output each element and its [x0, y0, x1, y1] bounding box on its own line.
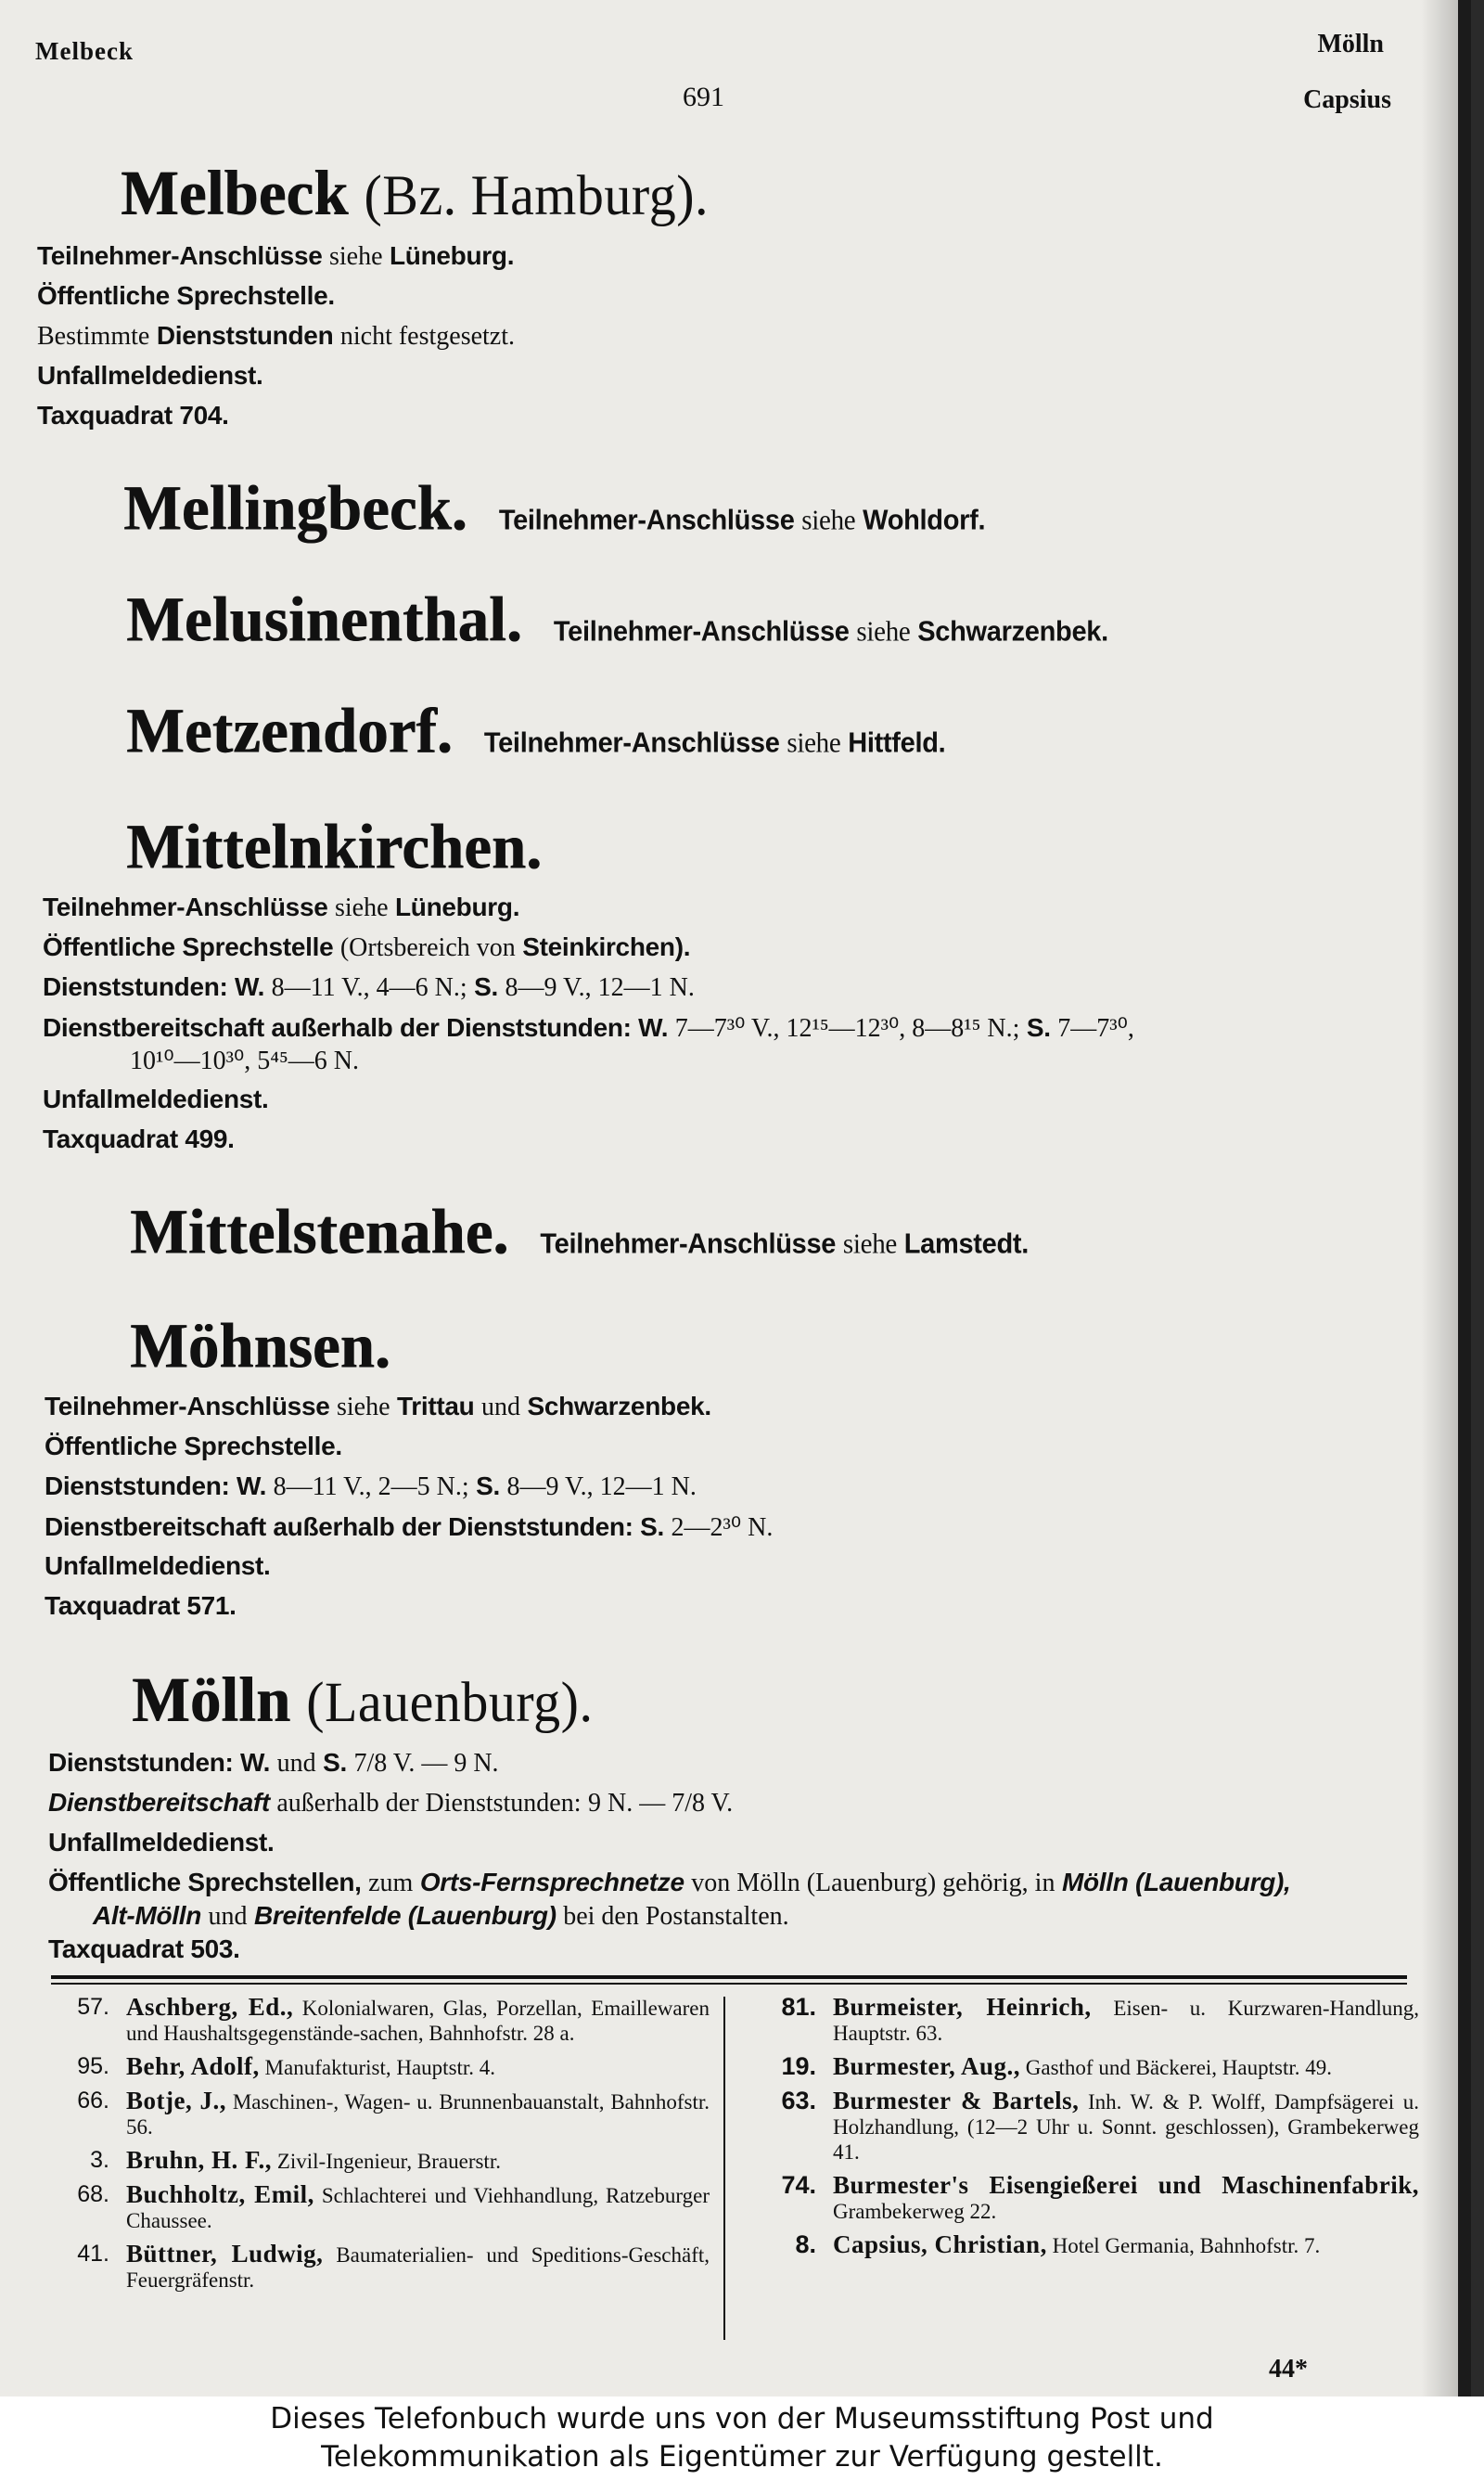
list-item: 41. Büttner, Ludwig, Baumaterialien- und Speditions-Geschäft, Feuergräfenstr. [77, 2240, 710, 2292]
list-item: 3. Bruhn, H. F., Zivil-Ingenieur, Brauerstr. [90, 2146, 501, 2174]
archive-notice-line-1: Dieses Telefonbuch wurde uns von der Museumsstiftung Post und [270, 2402, 1214, 2435]
running-head-right-top: Mölln [1317, 30, 1384, 58]
public-station-line: Öffentliche Sprechstelle. [45, 1432, 342, 1460]
entry-melusinenthal: Melusinenthal. Teilnehmer-Anschlüsse siehe Schwarzenbek. [126, 584, 1108, 656]
entry-mellingbeck: Mellingbeck. Teilnehmer-Anschlüsse siehe Wohldorf. [123, 472, 986, 545]
accident-service-line: Unfallmeldedienst. [43, 1085, 269, 1113]
list-item: 95. Behr, Adolf, Manufakturist, Hauptstr. 4. [77, 2052, 496, 2080]
public-station-line: Öffentliche Sprechstelle. [37, 281, 335, 310]
double-rule-top [51, 1975, 1407, 1979]
standby-line: Dienstbereitschaft außerhalb der Dienststunden: S. 2—2³⁰ N. [45, 1512, 774, 1542]
running-head-right-bottom: Capsius [1303, 85, 1391, 114]
running-head-left: Melbeck [35, 37, 134, 65]
entry-moelln-title: Mölln (Lauenburg). [132, 1664, 594, 1736]
subscriber-line: Teilnehmer-Anschlüsse siehe Lüneburg. [43, 893, 520, 922]
service-hours-line: Bestimmte Dienststunden nicht festgesetzt. [37, 321, 516, 351]
accident-service-line: Unfallmeldedienst. [45, 1551, 271, 1580]
archive-notice-line-2: Telekommunikation als Eigentümer zur Verfügung gestellt. [321, 2440, 1163, 2474]
list-item: 57. Aschberg, Ed., Kolonialwaren, Glas, Porzellan, Emaillewaren und Haushaltsgegenstände-sachen, Bahnhofstr. 28 a. [77, 1993, 710, 2045]
archive-notice [0, 2396, 1484, 2480]
public-stations-line-continued: Alt-Mölln und Breitenfelde (Lauenburg) bei den Postanstalten. [93, 1901, 789, 1931]
entry-mittelnkirchen-title: Mittelnkirchen. [126, 811, 543, 883]
service-hours-line: Dienststunden: W. 8—11 V., 4—6 N.; S. 8—9 V., 12—1 N. [43, 972, 695, 1002]
list-item: 66. Botje, J., Maschinen-, Wagen- u. Brunnenbauanstalt, Bahnhofstr. 56. [77, 2087, 710, 2139]
subscriber-line: Teilnehmer-Anschlüsse siehe Lüneburg. [37, 241, 515, 271]
service-hours-line: Dienststunden: W. und S. 7/8 V. — 9 N. [48, 1748, 499, 1778]
service-hours-line: Dienststunden: W. 8—11 V., 2—5 N.; S. 8—9 V., 12—1 N. [45, 1471, 697, 1501]
entry-mittelstenahe: Mittelstenahe. Teilnehmer-Anschlüsse siehe Lamstedt. [130, 1196, 1030, 1268]
signature-mark: 44* [1269, 2355, 1308, 2384]
double-rule-bottom [51, 1983, 1407, 1985]
standby-line-continued: 10¹⁰—10³⁰, 5⁴⁵—6 N. [130, 1047, 359, 1075]
subscriber-list-right [742, 1995, 1419, 2267]
standby-line: Dienstbereitschaft außerhalb der Dienststunden: 9 N. — 7/8 V. [48, 1788, 734, 1818]
tax-square-line: Taxquadrat 704. [37, 401, 229, 430]
public-stations-line: Öffentliche Sprechstellen, zum Orts-Fernsprechnetze von Mölln (Lauenburg) gehörig, in Mölln (Lauenburg), [48, 1868, 1291, 1897]
column-divider [723, 1997, 725, 2340]
accident-service-line: Unfallmeldedienst. [48, 1828, 275, 1857]
entry-metzendorf: Metzendorf. Teilnehmer-Anschlüsse siehe Hittfeld. [126, 695, 946, 767]
tax-square-line: Taxquadrat 571. [45, 1591, 237, 1620]
accident-service-line: Unfallmeldedienst. [37, 361, 263, 390]
list-item: 8. Capsius, Christian, Hotel Germania, Bahnhofstr. 7. [795, 2230, 1321, 2258]
list-item: 81. Burmeister, Heinrich, Eisen- u. Kurzwaren-Handlung, Hauptstr. 63. [781, 1993, 1419, 2045]
tax-square-line: Taxquadrat 499. [43, 1124, 235, 1153]
list-item: 19. Burmester, Aug., Gasthof und Bäckerei, Hauptstr. 49. [781, 2052, 1332, 2080]
standby-line: Dienstbereitschaft außerhalb der Dienststunden: W. 7—7³⁰ V., 12¹⁵—12³⁰, 8—8¹⁵ N.; S. 7—7³⁰, [43, 1013, 1134, 1043]
list-item: 63. Burmester & Bartels, Inh. W. & P. Wolff, Dampfsägerei u. Holzhandlung, (12—2 Uhr u. Sonnt. geschlossen), Grambekerweg 41. [781, 2087, 1419, 2164]
public-station-line: Öffentliche Sprechstelle (Ortsbereich von Steinkirchen). [43, 932, 691, 962]
tax-square-line: Taxquadrat 503. [48, 1934, 240, 1963]
entry-moehnsen-title: Möhnsen. [130, 1310, 390, 1382]
place-title: Melbeck (Bz. Hamburg). [121, 158, 710, 229]
subscriber-list-left [56, 1995, 710, 2301]
list-item: 68. Buchholtz, Emil, Schlachterei und Viehhandlung, Ratzeburger Chaussee. [77, 2180, 710, 2232]
page-number: 691 [683, 82, 724, 112]
subscriber-line: Teilnehmer-Anschlüsse siehe Trittau und Schwarzenbek. [45, 1392, 711, 1421]
list-item: 74. Burmester's Eisengießerei und Maschinenfabrik, Grambekerweg 22. [781, 2171, 1419, 2223]
